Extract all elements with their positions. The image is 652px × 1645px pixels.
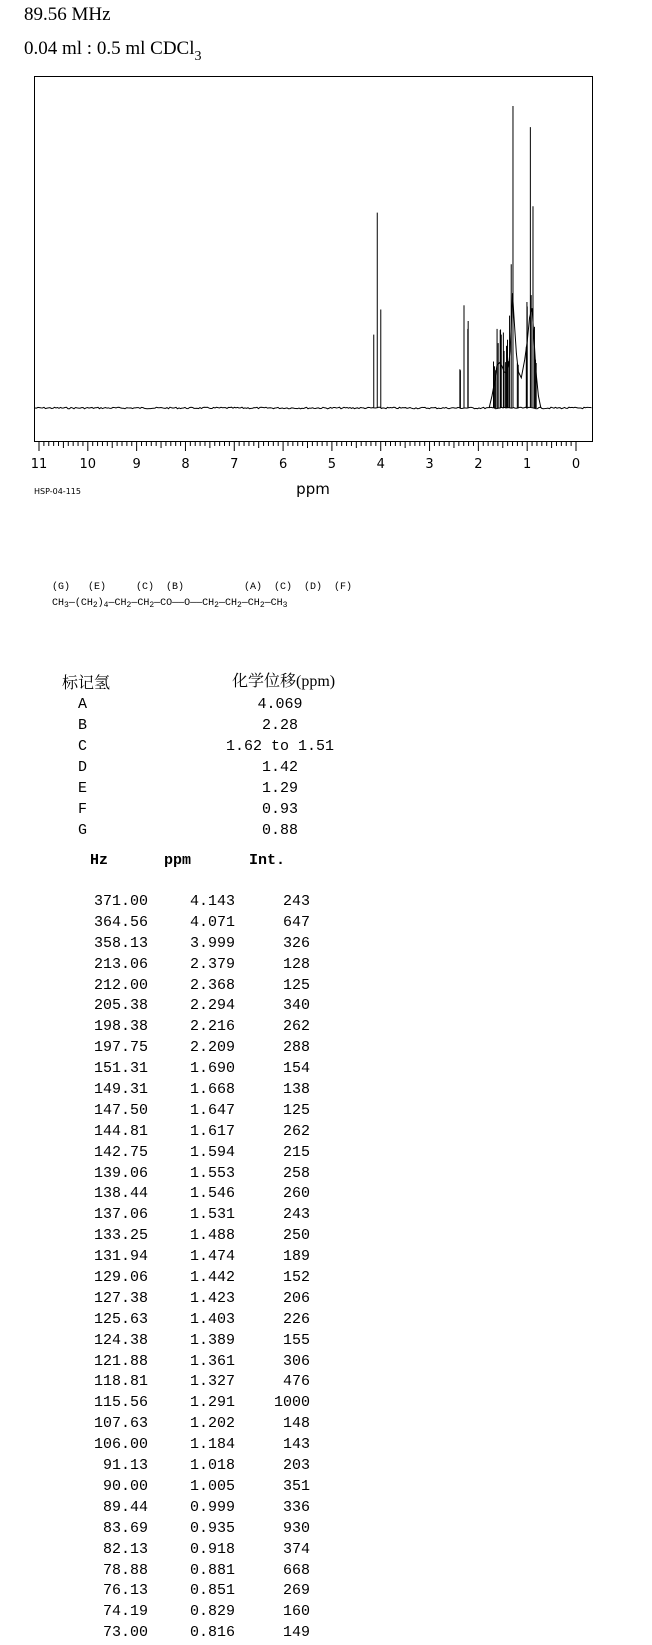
peak-hz: 91.13 xyxy=(102,1457,148,1475)
peak-intensity: 260 xyxy=(282,1185,310,1203)
x-axis-tick-labels xyxy=(31,457,580,472)
x-axis-label: ppm xyxy=(296,480,330,498)
assignment-table xyxy=(60,696,380,843)
peak-hz: 131.94 xyxy=(93,1248,148,1266)
peak-hz: 127.38 xyxy=(93,1289,148,1307)
assignment-label: A xyxy=(78,696,88,713)
peak-row xyxy=(66,1102,326,1123)
peak-ppm: 0.999 xyxy=(189,1498,235,1516)
assignment-row xyxy=(60,822,380,843)
x-tick-label: 11 xyxy=(30,457,48,472)
peak-intensity: 647 xyxy=(282,913,310,931)
peak-hz: 118.81 xyxy=(93,1373,148,1391)
peak-ppm: 1.184 xyxy=(189,1436,235,1454)
peak-table-header xyxy=(66,852,306,872)
peak-hz: 90.00 xyxy=(102,1477,148,1495)
x-tick-label: 0 xyxy=(571,457,581,472)
formula-group: —(CH xyxy=(68,598,93,609)
solvent-subscript: 3 xyxy=(194,49,202,64)
assignment-label: B xyxy=(78,717,88,734)
peak-hz: 82.13 xyxy=(102,1540,148,1558)
peak-ppm: 1.474 xyxy=(189,1248,235,1266)
formula-subscript: 2 xyxy=(149,601,155,610)
peak-ppm: 1.389 xyxy=(189,1331,235,1349)
peak-row xyxy=(66,1436,326,1457)
peak-intensity: 138 xyxy=(282,1081,310,1099)
x-axis-ticks xyxy=(39,442,576,451)
peak-ppm: 0.881 xyxy=(189,1561,235,1579)
peak-intensity: 288 xyxy=(282,1039,310,1057)
assignment-row xyxy=(60,759,380,780)
peak-row xyxy=(66,1269,326,1290)
peak-hz: 89.44 xyxy=(102,1498,148,1516)
assignment-header-label: 标记氢 xyxy=(62,675,111,692)
formula-group: —CH xyxy=(241,598,260,609)
peak-intensity: 125 xyxy=(282,976,310,994)
peak-ppm: 1.423 xyxy=(189,1289,235,1307)
formula-subscript: 4 xyxy=(103,601,109,610)
peak-ppm: 0.935 xyxy=(189,1519,235,1537)
peak-ppm: 1.668 xyxy=(189,1081,235,1099)
x-tick-label: 6 xyxy=(278,457,288,472)
header-hz: Hz xyxy=(90,852,109,869)
assignment-row xyxy=(60,738,380,759)
peak-row xyxy=(66,1144,326,1165)
peak-hz: 358.13 xyxy=(93,934,148,952)
x-tick-label: 8 xyxy=(181,457,190,472)
peak-hz: 107.63 xyxy=(93,1415,148,1433)
peak-ppm: 1.442 xyxy=(189,1269,235,1287)
peak-ppm: 1.403 xyxy=(189,1310,235,1328)
peak-row xyxy=(66,1206,326,1227)
peak-row xyxy=(66,1165,326,1186)
peak-ppm: 0.918 xyxy=(189,1540,235,1558)
peak-row xyxy=(66,1499,326,1520)
assignment-row xyxy=(60,717,380,738)
peak-hz: 106.00 xyxy=(93,1436,148,1454)
peak-row xyxy=(66,977,326,998)
peak-row xyxy=(66,1227,326,1248)
peak-intensity: 258 xyxy=(282,1164,310,1182)
formula-group: —CH xyxy=(264,598,283,609)
peak-intensity: 351 xyxy=(282,1477,310,1495)
peak-hz: 198.38 xyxy=(93,1018,148,1036)
assignment-shift: 2.28 xyxy=(261,717,299,734)
peak-ppm: 2.294 xyxy=(189,997,235,1015)
peak-row xyxy=(66,1624,326,1645)
peak-hz: 121.88 xyxy=(93,1352,148,1370)
assignment-row xyxy=(60,801,380,822)
peak-ppm: 1.647 xyxy=(189,1101,235,1119)
peak-ppm: 2.379 xyxy=(189,955,235,973)
peak-ppm: 1.005 xyxy=(189,1477,235,1495)
formula-group: —CH xyxy=(131,598,150,609)
plot-frame xyxy=(35,77,593,442)
peak-ppm: 2.368 xyxy=(189,976,235,994)
peak-intensity: 250 xyxy=(282,1227,310,1245)
peak-hz: 74.19 xyxy=(102,1603,148,1621)
peak-intensity: 160 xyxy=(282,1603,310,1621)
peak-ppm: 1.553 xyxy=(189,1164,235,1182)
x-tick-label: 4 xyxy=(376,457,385,472)
formula-subscript: 3 xyxy=(282,601,288,610)
peak-hz: 149.31 xyxy=(93,1081,148,1099)
formula-group: —CH xyxy=(108,598,127,609)
peak-row xyxy=(66,1520,326,1541)
peak-ppm: 0.816 xyxy=(189,1624,235,1642)
peak-row xyxy=(66,1562,326,1583)
peak-row xyxy=(66,1457,326,1478)
peak-row xyxy=(66,1060,326,1081)
peak-hz: 125.63 xyxy=(93,1310,148,1328)
peak-hz: 78.88 xyxy=(102,1561,148,1579)
peak-row xyxy=(66,997,326,1018)
spectrometer-frequency: 89.56 MHz xyxy=(24,4,111,25)
peak-intensity: 243 xyxy=(282,1206,310,1224)
spectrum-peaks xyxy=(374,106,536,408)
peak-intensity: 930 xyxy=(282,1519,310,1537)
peak-intensity: 155 xyxy=(282,1331,310,1349)
peak-intensity: 269 xyxy=(282,1582,310,1600)
peak-intensity: 668 xyxy=(282,1561,310,1579)
x-tick-label: 3 xyxy=(425,457,434,472)
peak-ppm: 2.209 xyxy=(189,1039,235,1057)
peak-row xyxy=(66,935,326,956)
peak-row xyxy=(66,1290,326,1311)
peak-hz: 151.31 xyxy=(93,1060,148,1078)
peak-row xyxy=(66,1332,326,1353)
peak-intensity: 215 xyxy=(282,1143,310,1161)
peak-row xyxy=(66,956,326,977)
peak-row xyxy=(66,1478,326,1499)
peak-intensity: 125 xyxy=(282,1101,310,1119)
structure-group-labels: (G) (E) (C) (B) (A) (C) (D) (F) xyxy=(52,582,353,593)
header-int: Int. xyxy=(249,852,286,869)
peak-hz: 129.06 xyxy=(93,1269,148,1287)
formula-group: —CO——O——CH xyxy=(154,598,215,609)
assignment-label: D xyxy=(78,759,88,776)
spectrum-code: HSP-04-115 xyxy=(34,487,81,496)
formula-group: CH xyxy=(52,598,65,609)
peak-intensity: 152 xyxy=(282,1269,310,1287)
peak-hz: 144.81 xyxy=(93,1122,148,1140)
structure-formula xyxy=(52,598,287,610)
peak-intensity: 149 xyxy=(282,1624,310,1642)
assignment-shift: 0.88 xyxy=(261,822,299,839)
peak-row xyxy=(66,1311,326,1332)
peak-ppm: 2.216 xyxy=(189,1018,235,1036)
peak-intensity: 143 xyxy=(282,1436,310,1454)
header-ppm: ppm xyxy=(164,852,192,869)
peak-hz: 212.00 xyxy=(93,976,148,994)
assignment-shift: 1.29 xyxy=(261,780,299,797)
assignment-label: F xyxy=(78,801,88,818)
peak-intensity: 306 xyxy=(282,1352,310,1370)
peak-ppm: 3.999 xyxy=(189,934,235,952)
peak-row xyxy=(66,1582,326,1603)
x-tick-label: 7 xyxy=(230,457,239,472)
peak-hz: 147.50 xyxy=(93,1101,148,1119)
formula-group: —CH xyxy=(218,598,237,609)
peak-ppm: 1.546 xyxy=(189,1185,235,1203)
assignment-label: C xyxy=(78,738,88,755)
peak-ppm: 1.531 xyxy=(189,1206,235,1224)
peak-row xyxy=(66,1248,326,1269)
peak-row xyxy=(66,914,326,935)
peak-ppm: 0.829 xyxy=(189,1603,235,1621)
peak-hz: 205.38 xyxy=(93,997,148,1015)
x-tick-label: 2 xyxy=(474,457,483,472)
assignment-shift: 4.069 xyxy=(257,696,303,713)
sample-solvent xyxy=(24,38,202,65)
assignment-row xyxy=(60,780,380,801)
peak-hz: 364.56 xyxy=(93,913,148,931)
peak-hz: 213.06 xyxy=(93,955,148,973)
peak-intensity: 226 xyxy=(282,1310,310,1328)
peak-hz: 133.25 xyxy=(93,1227,148,1245)
peak-ppm: 1.361 xyxy=(189,1352,235,1370)
peak-hz: 124.38 xyxy=(93,1331,148,1349)
peak-intensity: 243 xyxy=(282,893,310,910)
peak-row xyxy=(66,1081,326,1102)
peak-ppm: 1.690 xyxy=(189,1060,235,1078)
peak-hz: 142.75 xyxy=(93,1143,148,1161)
nmr-spectrum-chart xyxy=(0,70,652,510)
peak-hz: 73.00 xyxy=(102,1624,148,1642)
peak-row xyxy=(66,1541,326,1562)
assignment-shift: 1.62 to 1.51 xyxy=(225,738,335,755)
formula-subscript: 2 xyxy=(126,601,132,610)
formula-subscript: 2 xyxy=(236,601,242,610)
peak-intensity: 206 xyxy=(282,1289,310,1307)
formula-subscript: 2 xyxy=(92,601,98,610)
peak-intensity: 476 xyxy=(282,1373,310,1391)
peak-ppm: 4.143 xyxy=(189,893,235,910)
peak-row xyxy=(66,1415,326,1436)
peak-table xyxy=(66,893,326,1645)
peak-ppm: 0.851 xyxy=(189,1582,235,1600)
peak-intensity: 262 xyxy=(282,1018,310,1036)
peak-hz: 139.06 xyxy=(93,1164,148,1182)
peak-intensity: 154 xyxy=(282,1060,310,1078)
peak-row xyxy=(66,1185,326,1206)
peak-hz: 83.69 xyxy=(102,1519,148,1537)
peak-row xyxy=(66,1353,326,1374)
peak-intensity: 1000 xyxy=(273,1394,310,1412)
assignment-label: E xyxy=(78,780,88,797)
formula-group: ) xyxy=(97,598,104,609)
x-tick-label: 1 xyxy=(523,457,532,472)
peak-hz: 371.00 xyxy=(93,893,148,910)
peak-ppm: 1.291 xyxy=(189,1394,235,1412)
assignment-label: G xyxy=(78,822,88,839)
assignment-row xyxy=(60,696,380,717)
assignment-shift: 1.42 xyxy=(261,759,299,776)
peak-ppm: 1.617 xyxy=(189,1122,235,1140)
formula-subscript: 2 xyxy=(259,601,265,610)
assignment-header-shift: 化学位移(ppm) xyxy=(232,673,336,690)
peak-row xyxy=(66,1018,326,1039)
peak-hz: 138.44 xyxy=(93,1185,148,1203)
peak-ppm: 1.202 xyxy=(189,1415,235,1433)
peak-hz: 137.06 xyxy=(93,1206,148,1224)
assignment-shift: 0.93 xyxy=(261,801,299,818)
formula-subscript: 2 xyxy=(214,601,219,610)
peak-row xyxy=(66,1394,326,1415)
peak-ppm: 1.327 xyxy=(189,1373,235,1391)
peak-row xyxy=(66,1123,326,1144)
solvent-text: 0.04 ml : 0.5 ml CDCl xyxy=(24,38,195,59)
peak-hz: 197.75 xyxy=(93,1039,148,1057)
peak-ppm: 1.018 xyxy=(189,1457,235,1475)
peak-intensity: 340 xyxy=(282,997,310,1015)
x-tick-label: 9 xyxy=(132,457,141,472)
peak-ppm: 1.488 xyxy=(189,1227,235,1245)
peak-row xyxy=(66,1373,326,1394)
peak-ppm: 1.594 xyxy=(189,1143,235,1161)
peak-intensity: 128 xyxy=(282,955,310,973)
peak-ppm: 4.071 xyxy=(189,913,235,931)
peak-intensity: 262 xyxy=(282,1122,310,1140)
x-tick-label: 5 xyxy=(327,457,337,472)
formula-subscript: 3 xyxy=(64,601,69,610)
peak-intensity: 203 xyxy=(282,1457,310,1475)
peak-row xyxy=(66,1039,326,1060)
peak-row xyxy=(66,1603,326,1624)
peak-intensity: 326 xyxy=(282,934,310,952)
peak-intensity: 148 xyxy=(282,1415,310,1433)
peak-intensity: 189 xyxy=(282,1248,310,1266)
peak-intensity: 336 xyxy=(282,1498,310,1516)
x-tick-label: 10 xyxy=(79,457,97,472)
peak-hz: 115.56 xyxy=(93,1394,148,1412)
peak-hz: 76.13 xyxy=(102,1582,148,1600)
peak-row xyxy=(66,893,326,914)
peak-intensity: 374 xyxy=(282,1540,310,1558)
